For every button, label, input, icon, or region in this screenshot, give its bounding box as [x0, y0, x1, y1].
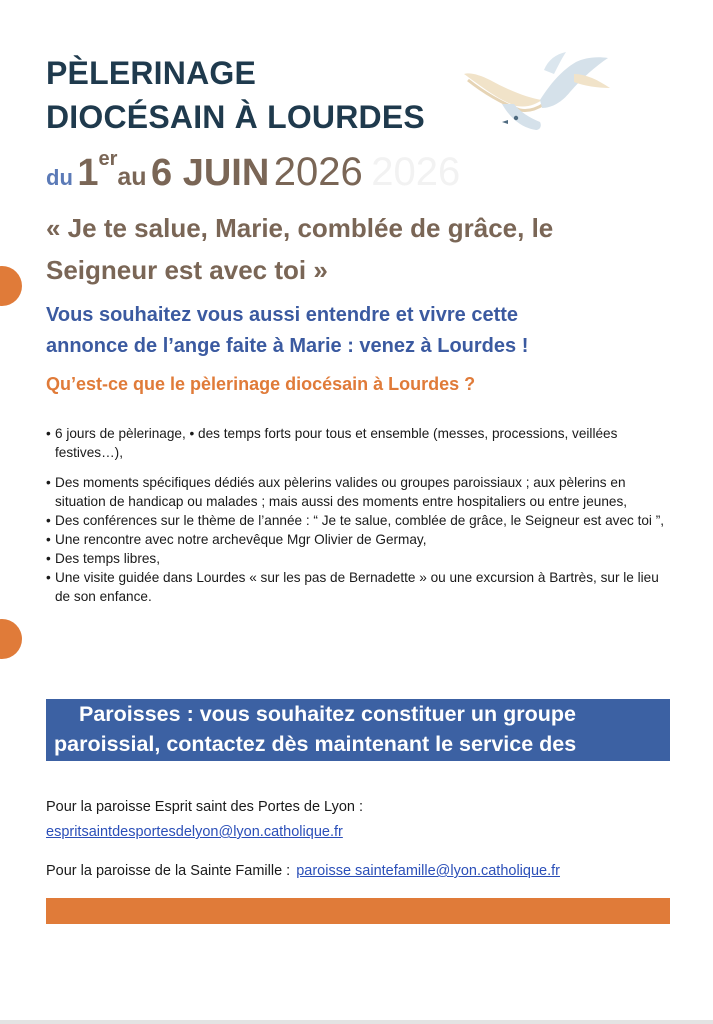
dates-ghost-year: 2026: [371, 150, 461, 194]
footer-orange-bar: [46, 898, 670, 924]
parish-group-banner: [46, 699, 670, 761]
dates-au: au: [117, 163, 147, 191]
orange-dot-decoration: [0, 619, 22, 659]
title-line-1: PÈLERINAGE: [46, 55, 257, 91]
sainte-famille-contact: [46, 861, 560, 881]
list-item: • 6 jours de pèlerinage, • des temps forts pour tous et ensemble (messes, processions, veillées festives…),: [46, 424, 666, 462]
dates-first-sup: er: [98, 148, 118, 170]
page-bottom-edge: [0, 1020, 713, 1024]
dates-six-juin: 6 JUIN: [151, 152, 270, 194]
sainte-famille-email-link[interactable]: paroisse saintefamille@lyon.catholique.fr: [296, 863, 560, 879]
dates-year: 2026: [273, 150, 363, 194]
invite-line-2: annonce de l’ange faite à Marie : venez à Lourdes !: [46, 335, 529, 357]
banner-line-2: paroissial, contactez dès maintenant le service des: [54, 732, 577, 756]
list-item: • Une visite guidée dans Lourdes « sur les pas de Bernadette » ou une excursion à Bartrès, sur le lieu de son enfance.: [46, 568, 666, 606]
banner-line-1: Paroisses : vous souhaitez constituer un groupe: [79, 702, 576, 726]
list-item: • Une rencontre avec notre archevêque Mgr Olivier de Germay,: [46, 530, 666, 549]
list-item: • Des temps libres,: [46, 549, 666, 568]
title-line-2: DIOCÉSAIN À LOURDES: [46, 99, 425, 135]
esprit-saint-contact-label: Pour la paroisse Esprit saint des Portes de Lyon :: [46, 799, 364, 815]
list-item: • Des conférences sur le thème de l’année : “ Je te salue, comblée de grâce, le Seigneur est avec toi ”,: [46, 511, 666, 530]
dove-icon: [458, 44, 618, 134]
list-item: • Des moments spécifiques dédiés aux pèlerins valides ou groupes paroissiaux ; aux pèlerins en situation de handicap ou malades ; mais aussi des moments entre hospitaliers ou entre jeunes,: [46, 473, 666, 511]
program-list: [46, 424, 666, 606]
dates-du: du: [46, 165, 73, 190]
quote-line-2: Seigneur est avec toi »: [46, 255, 328, 285]
orange-dot-decoration: [0, 266, 22, 306]
section-heading: Qu’est-ce que le pèlerinage diocésain à Lourdes ?: [46, 374, 476, 394]
quote-line-1: « Je te salue, Marie, comblée de grâce, le: [46, 213, 554, 243]
invitation-text: [46, 300, 686, 362]
sainte-famille-contact-label: Pour la paroisse de la Sainte Famille :: [46, 863, 291, 879]
pilgrimage-dates: [46, 150, 460, 195]
page-title: [46, 51, 425, 139]
esprit-saint-email-link[interactable]: espritsaintdesportesdelyon@lyon.catholique.fr: [46, 824, 343, 840]
invite-line-1: Vous souhaitez vous aussi entendre et vivre cette: [46, 304, 519, 326]
marian-quote: [46, 207, 686, 291]
dates-first: 1: [77, 152, 99, 194]
